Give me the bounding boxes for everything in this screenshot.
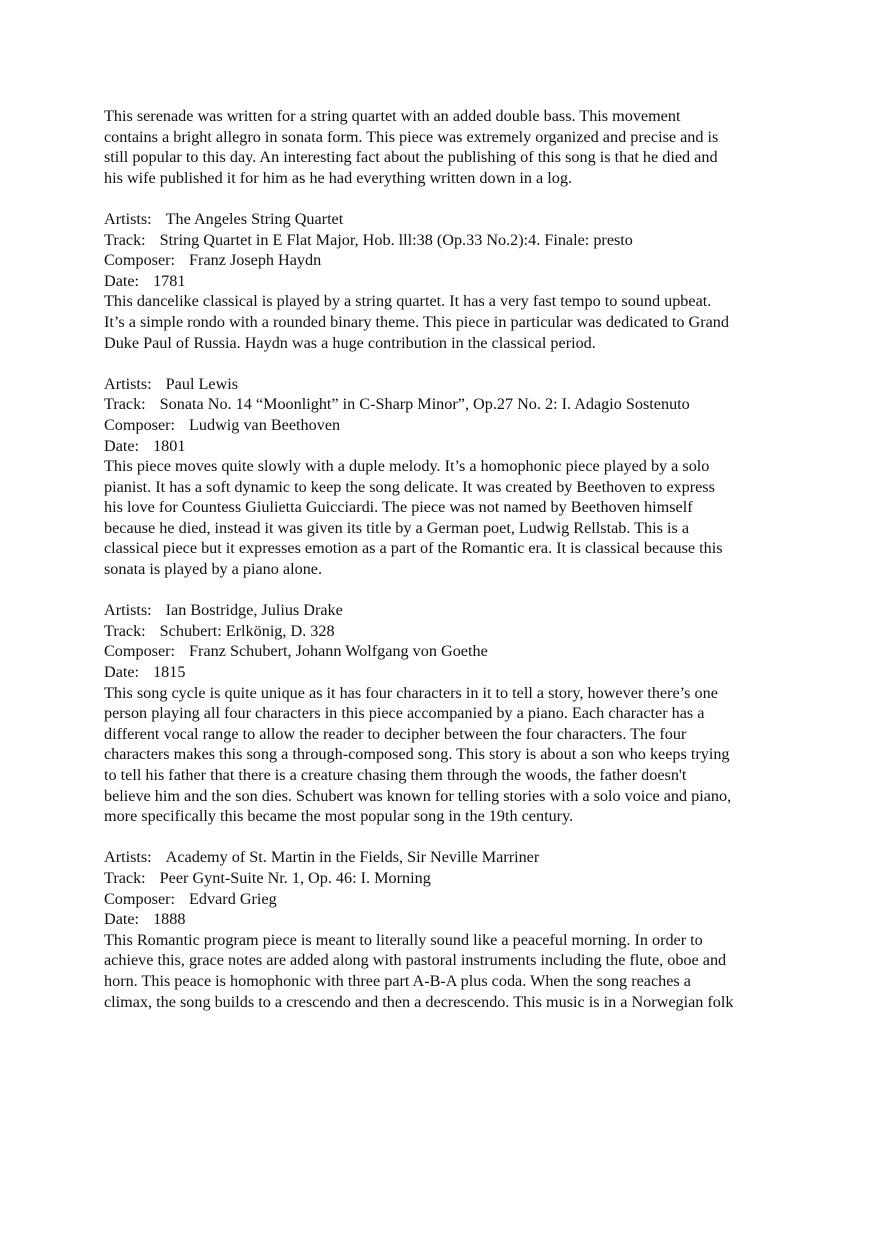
- paragraph-line: This piece moves quite slowly with a duple melody. It’s a homophonic piece played by a solo: [104, 457, 710, 476]
- track-entry-beethoven: [104, 374, 784, 580]
- track-line: [104, 394, 784, 415]
- paragraph-line: more specifically this became the most popular song in the 19th century.: [104, 807, 574, 826]
- composer-value: Franz Joseph Haydn: [189, 251, 322, 270]
- date-line: [104, 271, 784, 292]
- paragraph-line: his love for Countess Giulietta Guicciardi. The piece was not named by Beethoven himself: [104, 498, 693, 517]
- track-value: Schubert: Erlkönig, D. 328: [159, 621, 335, 640]
- paragraph-line: contains a bright allegro in sonata form. This piece was extremely organized and precise and is: [104, 127, 719, 146]
- artists-line: [104, 209, 784, 230]
- date-value: 1888: [153, 910, 186, 929]
- track-label: Track:: [104, 395, 146, 414]
- paragraph-line: different vocal range to allow the reader to decipher between the four characters. The four: [104, 724, 687, 743]
- track-entry-grieg: [104, 847, 784, 1012]
- paragraph-line: climax, the song builds to a crescendo and then a decrescendo. This music is in a Norwegian folk: [104, 992, 734, 1011]
- track-label: Track:: [104, 621, 146, 640]
- paragraph-line: achieve this, grace notes are added along with pastoral instruments including the flute, oboe and: [104, 951, 727, 970]
- paragraph-line: to tell his father that there is a creature chasing them through the woods, the father doesn't: [104, 766, 687, 784]
- intro-paragraph: [104, 106, 784, 188]
- track-value: Sonata No. 14 “Moonlight” in C-Sharp Minor”, Op.27 No. 2: I. Adagio Sostenuto: [159, 395, 690, 414]
- paragraph-line: sonata is played by a piano alone.: [104, 560, 323, 579]
- artists-line: [104, 600, 784, 621]
- track-line: [104, 230, 784, 251]
- paragraph-line: because he died, instead it was given its title by a German poet, Ludwig Rellstab. This is a: [104, 518, 690, 537]
- artists-label: Artists:: [104, 374, 152, 393]
- description-paragraph: [104, 683, 784, 827]
- document-page: [104, 106, 784, 1012]
- artists-value: Ian Bostridge, Julius Drake: [165, 601, 343, 620]
- track-entry-schubert: [104, 600, 784, 827]
- composer-value: Edvard Grieg: [189, 889, 277, 908]
- composer-line: [104, 641, 784, 662]
- paragraph-line: believe him and the son dies. Schubert was known for telling stories with a solo voice and piano,: [104, 786, 732, 805]
- track-line: [104, 868, 784, 889]
- date-line: [104, 662, 784, 683]
- artists-value: Paul Lewis: [165, 374, 239, 393]
- date-value: 1815: [153, 663, 186, 682]
- paragraph-line: pianist. It has a soft dynamic to keep the song delicate. It was created by Beethoven to express: [104, 477, 715, 496]
- paragraph-line: This Romantic program piece is meant to literally sound like a peaceful morning. In order to: [104, 930, 703, 949]
- date-label: Date:: [104, 436, 140, 455]
- paragraph-line: his wife published it for him as he had everything written down in a log.: [104, 168, 572, 187]
- composer-label: Composer:: [104, 415, 176, 434]
- composer-value: Franz Schubert, Johann Wolfgang von Goethe: [189, 642, 488, 661]
- artists-line: [104, 847, 784, 868]
- composer-value: Ludwig van Beethoven: [189, 415, 341, 434]
- composer-line: [104, 889, 784, 910]
- artists-label: Artists:: [104, 209, 152, 228]
- description-paragraph: [104, 291, 784, 353]
- composer-label: Composer:: [104, 251, 176, 270]
- composer-label: Composer:: [104, 889, 176, 908]
- date-line: [104, 436, 784, 457]
- track-value: Peer Gynt-Suite Nr. 1, Op. 46: I. Morning: [159, 868, 431, 887]
- artists-label: Artists:: [104, 601, 152, 620]
- paragraph-line: classical piece but it expresses emotion as a part of the Romantic era. It is classical because this: [104, 539, 723, 558]
- artists-value: Academy of St. Martin in the Fields, Sir Neville Marriner: [165, 848, 540, 867]
- artists-label: Artists:: [104, 848, 152, 867]
- track-label: Track:: [104, 230, 146, 249]
- artists-value: The Angeles String Quartet: [165, 209, 344, 228]
- description-paragraph: [104, 930, 784, 1012]
- paragraph-line: still popular to this day. An interesting fact about the publishing of this song is that he died and: [104, 148, 718, 167]
- composer-line: [104, 250, 784, 271]
- paragraph-line: characters makes this song a through-composed song. This story is about a son who keeps trying: [104, 745, 730, 764]
- date-line: [104, 909, 784, 930]
- date-label: Date:: [104, 910, 140, 929]
- artists-line: [104, 374, 784, 395]
- date-label: Date:: [104, 271, 140, 290]
- paragraph-line: It’s a simple rondo with a rounded binary theme. This piece in particular was dedicated to Grand: [104, 312, 729, 331]
- date-value: 1801: [153, 436, 186, 455]
- paragraph-line: Duke Paul of Russia. Haydn was a huge contribution in the classical period.: [104, 333, 596, 352]
- paragraph-line: This serenade was written for a string quartet with an added double bass. This movement: [104, 107, 681, 125]
- description-paragraph: [104, 456, 784, 580]
- date-label: Date:: [104, 663, 140, 682]
- paragraph-line: This dancelike classical is played by a string quartet. It has a very fast tempo to sound upbeat.: [104, 292, 712, 311]
- date-value: 1781: [153, 271, 186, 290]
- composer-label: Composer:: [104, 642, 176, 661]
- paragraph-line: person playing all four characters in this piece accompanied by a piano. Each character has a: [104, 704, 705, 723]
- track-value: String Quartet in E Flat Major, Hob. lll:38 (Op.33 No.2):4. Finale: presto: [159, 230, 633, 249]
- track-label: Track:: [104, 868, 146, 887]
- track-entry-haydn: [104, 209, 784, 353]
- track-line: [104, 621, 784, 642]
- paragraph-line: This song cycle is quite unique as it has four characters in it to tell a story, however there’s one: [104, 683, 718, 702]
- paragraph-line: horn. This peace is homophonic with three part A-B-A plus coda. When the song reaches a: [104, 971, 691, 990]
- composer-line: [104, 415, 784, 436]
